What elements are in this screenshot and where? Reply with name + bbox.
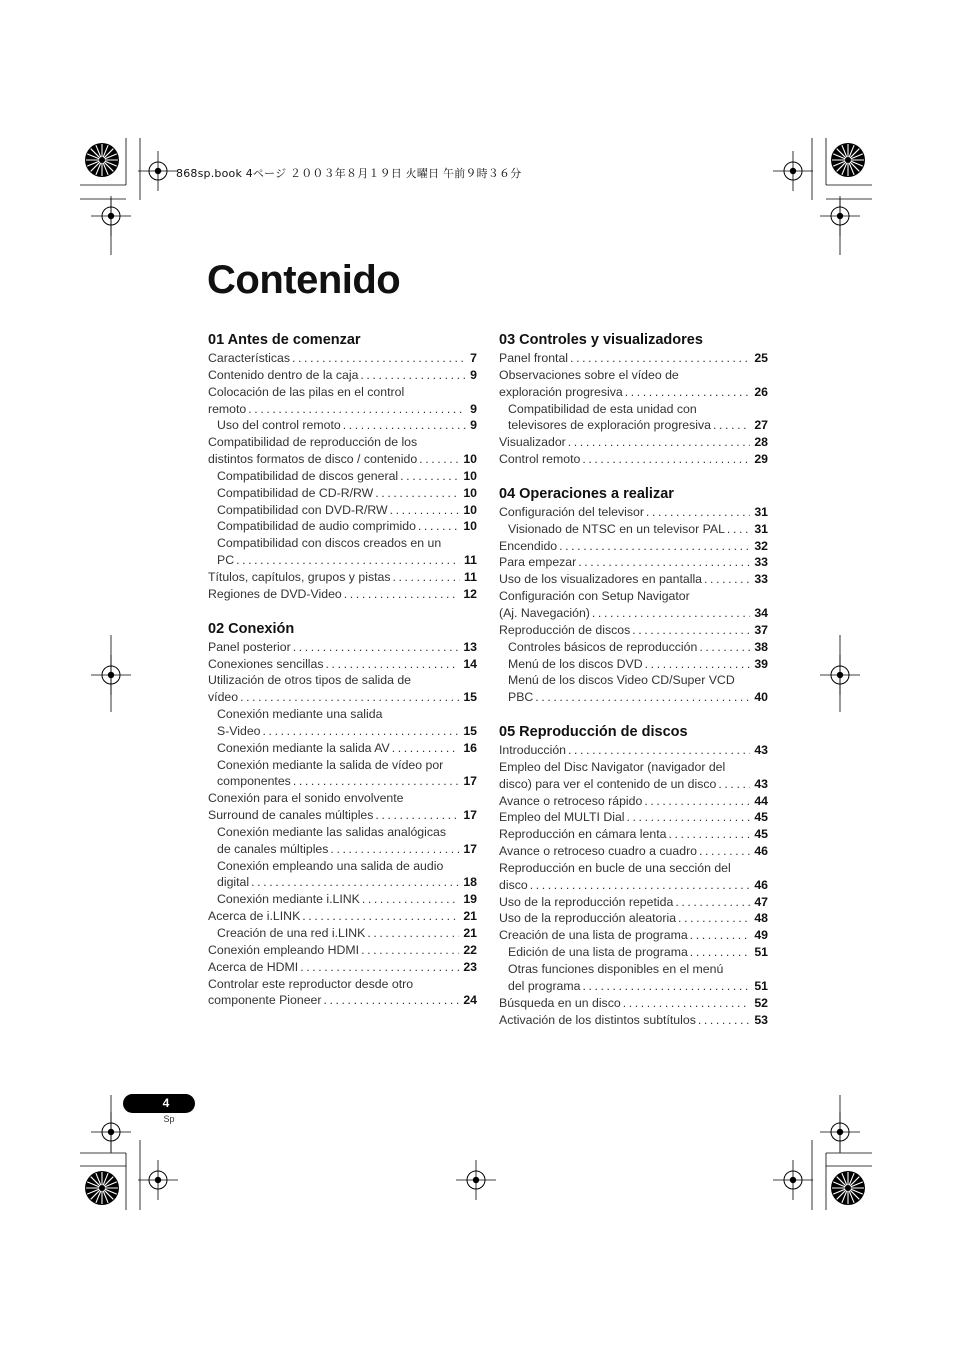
toc-entry-text: Empleo del MULTI Dial [499, 810, 625, 825]
toc-page-number: 39 [754, 656, 768, 671]
toc-entry-text: Conexión empleando una salida de audio [217, 858, 444, 873]
toc-page-number: 7 [470, 351, 477, 365]
dot-leader [263, 723, 460, 740]
toc-page-number: 51 [754, 945, 768, 960]
dot-leader [323, 992, 459, 1009]
toc-entry[interactable] [208, 417, 477, 434]
toc-section [208, 620, 477, 1010]
toc-entry-text: televisores de exploración progresiva [508, 418, 712, 433]
toc-entry-text: componentes [217, 774, 291, 789]
toc-entry-text: Surround de canales múltiples [208, 808, 374, 823]
toc-entry[interactable] [208, 518, 477, 535]
toc-page-number: 15 [463, 690, 477, 705]
toc-entry-text: Uso de la reproducción aleatoria [499, 911, 677, 926]
dot-leader [344, 586, 460, 603]
section-gap [499, 706, 768, 723]
toc-entry-text: Compatibilidad de CD-R/RW [217, 485, 374, 500]
dot-leader [375, 485, 459, 502]
dot-leader [625, 384, 751, 401]
dot-leader [704, 571, 750, 588]
toc-page-number: 10 [463, 519, 477, 534]
toc-entry-text: Compatibilidad con DVD-R/RW [217, 502, 388, 517]
dot-leader [302, 908, 459, 925]
toc-page-number: 9 [470, 367, 477, 382]
toc-entry[interactable] [208, 485, 477, 502]
toc-entry-text: Panel posterior [208, 639, 291, 654]
toc-entry[interactable] [499, 521, 768, 538]
dot-leader [360, 367, 466, 384]
toc-entry[interactable] [499, 451, 768, 468]
toc-column-left [208, 331, 477, 1009]
dot-leader [699, 843, 750, 860]
toc-page-number: 11 [464, 569, 477, 584]
toc-entry[interactable] [208, 858, 477, 892]
toc-entry-text: Compatibilidad con discos creados en un [217, 536, 442, 551]
toc-entry[interactable] [208, 639, 477, 656]
toc-entry[interactable] [208, 942, 477, 959]
dot-leader [251, 874, 459, 891]
section-title: 01 Antes de comenzar [208, 332, 361, 348]
toc-page-number: 49 [754, 928, 768, 943]
toc-entry[interactable] [499, 350, 768, 367]
toc-entry-text: Títulos, capítulos, grupos y pistas [208, 569, 391, 584]
toc-entry-text: remoto [208, 401, 247, 416]
toc-entry-text: del programa [508, 978, 581, 993]
toc-page-number: 9 [470, 418, 477, 433]
toc-page-number: 26 [754, 384, 768, 399]
section-title: 02 Conexión [208, 620, 295, 637]
dot-leader [592, 605, 750, 622]
dot-leader [678, 910, 750, 927]
toc-entry[interactable] [499, 826, 768, 843]
toc-entry-text: Conexión mediante la salida AV [217, 740, 390, 755]
dot-leader [645, 656, 751, 673]
toc-page-number: 19 [463, 892, 477, 907]
toc-page-number: 33 [754, 555, 768, 570]
toc-entry[interactable] [208, 757, 477, 791]
toc-entry[interactable] [499, 554, 768, 571]
toc-page-number: 15 [463, 723, 477, 738]
toc-page-number: 17 [463, 808, 477, 823]
section-gap [208, 603, 477, 620]
toc-entry[interactable] [499, 672, 768, 706]
toc-entry[interactable] [208, 740, 477, 757]
toc-entry-text: Creación de una lista de programa [499, 928, 688, 943]
toc-entry[interactable] [499, 910, 768, 927]
toc-entry[interactable] [499, 401, 768, 435]
toc-entry[interactable] [208, 891, 477, 908]
toc-page-number: 47 [754, 894, 768, 909]
toc-page-number: 43 [754, 776, 768, 791]
toc-entry[interactable] [208, 824, 477, 858]
print-header: 868sp.book 4ページ ２００３年８月１９日 火曜日 午前９時３６分 [176, 167, 522, 180]
section-gap [499, 468, 768, 485]
toc-entry-text: Colocación de las pilas en el control [208, 384, 405, 399]
toc-entry[interactable] [499, 571, 768, 588]
toc-page-number: 51 [754, 978, 768, 993]
toc-entry-text: Avance o retroceso rápido [499, 793, 643, 808]
toc-entry[interactable] [499, 656, 768, 673]
toc-entry[interactable] [208, 468, 477, 485]
dot-leader [623, 995, 751, 1012]
toc-entry[interactable] [208, 350, 477, 367]
toc-page-number: 25 [754, 351, 768, 365]
dot-leader [727, 521, 750, 538]
toc-entry[interactable] [499, 434, 768, 451]
dot-leader [248, 401, 466, 418]
toc-page-number: 43 [754, 743, 768, 758]
toc-entry-text: Reproducción en cámara lenta [499, 827, 667, 842]
toc-entry[interactable] [499, 894, 768, 911]
toc-page-number: 31 [754, 504, 768, 519]
toc-entry-text: Visualizador [499, 435, 566, 450]
toc-page-number: 48 [754, 911, 768, 926]
toc-page-number: 18 [463, 875, 477, 890]
toc-page-number: 52 [754, 995, 768, 1010]
toc-entry[interactable] [499, 588, 768, 622]
toc-entry-text: Compatibilidad de discos general [217, 468, 399, 483]
dot-leader [236, 552, 460, 569]
toc-page-number: 14 [463, 656, 477, 671]
toc-page-number: 10 [463, 502, 477, 517]
toc-page-number: 46 [754, 844, 768, 859]
dot-leader [627, 809, 751, 826]
toc-entry-text: Edición de una lista de programa [508, 945, 688, 960]
dot-leader [568, 742, 750, 759]
toc-entry-text: Utilización de otros tipos de salida de [208, 673, 412, 688]
dot-leader [699, 639, 750, 656]
page-title: Contenido [207, 258, 401, 302]
section-title: 05 Reproducción de discos [499, 724, 688, 741]
dot-leader [570, 350, 750, 367]
toc-section [499, 723, 768, 1028]
dot-leader [668, 826, 750, 843]
toc-entry-text: vídeo [208, 690, 239, 705]
toc-entry-text: Reproducción en bucle de una sección del [499, 860, 731, 875]
toc-section [499, 485, 768, 706]
section-title: 04 Operaciones a realizar [499, 485, 674, 502]
toc-page-number: 38 [754, 639, 768, 654]
toc-entry[interactable] [208, 434, 477, 468]
toc-section [208, 331, 477, 603]
toc-entry[interactable] [208, 959, 477, 976]
toc-entry[interactable] [208, 672, 477, 706]
dot-leader [644, 793, 750, 810]
toc-entry[interactable] [499, 961, 768, 995]
toc-page-number: 21 [463, 909, 477, 924]
dot-leader [293, 639, 460, 656]
toc-entry-text: Configuración con Setup Navigator [499, 589, 690, 604]
dot-leader [568, 434, 751, 451]
toc-entry-text: Encendido [499, 538, 558, 553]
toc-entry-text: Menú de los discos DVD [508, 656, 643, 671]
toc-entry[interactable] [208, 502, 477, 519]
toc-entry-text: Contenido dentro de la caja [208, 367, 359, 382]
toc-entry-text: Uso de los visualizadores en pantalla [499, 572, 703, 587]
toc-entry-text: Compatibilidad de audio comprimido [217, 519, 416, 534]
dot-leader [330, 841, 459, 858]
dot-leader [361, 942, 459, 959]
toc-entry[interactable] [208, 976, 477, 1010]
toc-entry-text: Compatibilidad de esta unidad con [508, 401, 697, 416]
toc-page-number: 28 [754, 435, 768, 450]
toc-page-number: 9 [470, 401, 477, 416]
dot-leader [393, 569, 461, 586]
toc-page-number: 31 [754, 521, 768, 536]
dot-leader [530, 877, 751, 894]
toc-entry[interactable] [499, 995, 768, 1012]
toc-entry-text: Control remoto [499, 452, 581, 467]
toc-entry-text: Empleo del Disc Navigator (navigador del [499, 759, 726, 774]
toc-entry-text: Controlar este reproductor desde otro [208, 976, 414, 991]
toc-entry-text: Controles básicos de reproducción [508, 639, 698, 654]
toc-entry-text: de canales múltiples [217, 841, 329, 856]
toc-entry[interactable] [208, 569, 477, 586]
toc-page-number: 27 [754, 418, 768, 433]
toc-entry-text: Menú de los discos Video CD/Super VCD [508, 673, 735, 688]
dot-leader [343, 417, 466, 434]
dot-leader [578, 554, 750, 571]
toc-page-number: 13 [463, 639, 477, 654]
toc-entry-text: Creación de una red i.LINK [217, 926, 366, 940]
toc-entry-text: Otras funciones disponibles en el menú [508, 962, 724, 976]
toc-entry-text: Características [208, 351, 291, 365]
toc-entry[interactable] [499, 759, 768, 793]
toc-entry[interactable] [499, 742, 768, 759]
toc-entry-text: Conexión para el sonido envolvente [208, 791, 404, 806]
toc-page-number: 46 [754, 877, 768, 892]
toc-entry[interactable] [499, 927, 768, 944]
dot-leader [690, 927, 751, 944]
toc-entry[interactable] [208, 706, 477, 740]
toc-page-number: 21 [463, 926, 477, 940]
dot-leader [535, 689, 750, 706]
toc-page-number: 34 [754, 605, 768, 620]
dot-leader [292, 350, 466, 367]
toc-entry[interactable] [208, 925, 477, 942]
toc-page-number: 23 [463, 959, 477, 974]
toc-entry-text: S-Video [217, 723, 261, 738]
toc-entry[interactable] [499, 809, 768, 826]
toc-entry[interactable] [208, 790, 477, 824]
toc-page-number: 17 [463, 774, 477, 789]
section-title: 03 Controles y visualizadores [499, 332, 703, 348]
toc-page-number: 12 [463, 586, 477, 601]
toc-entry-text: Introducción [499, 743, 566, 758]
toc-page-number: 45 [754, 810, 768, 825]
dot-leader [400, 468, 459, 485]
toc-section [499, 331, 768, 468]
toc-entry-text: digital [217, 875, 250, 890]
language-code: Sp [163, 1114, 175, 1124]
toc-page-number: 32 [754, 538, 768, 553]
toc-entry-text: Panel frontal [499, 351, 569, 365]
toc-page-number: 10 [463, 468, 477, 483]
toc-entry[interactable] [499, 1012, 768, 1029]
dot-leader [300, 959, 459, 976]
toc-entry-text: Conexión mediante una salida [217, 707, 383, 722]
toc-column-right [499, 331, 768, 1028]
toc-entry-text: Activación de los distintos subtítulos [499, 1012, 696, 1027]
toc-entry-text: PBC [508, 690, 534, 705]
toc-entry-text: distintos formatos de disco / contenido [208, 452, 418, 467]
dot-leader [375, 807, 459, 824]
dot-leader [582, 451, 750, 468]
toc-page-number: 40 [754, 690, 768, 705]
toc-page-number: 45 [754, 827, 768, 842]
toc-page-number: 22 [463, 942, 477, 957]
toc-entry-text: Uso del control remoto [217, 418, 341, 433]
toc-entry[interactable] [208, 535, 477, 569]
toc-page-number: 10 [463, 452, 477, 467]
toc-entry[interactable] [499, 843, 768, 860]
toc-page-number: 29 [754, 452, 768, 467]
dot-leader [293, 773, 459, 790]
dot-leader [646, 504, 750, 521]
dot-leader [582, 978, 750, 995]
toc-page-number: 44 [754, 793, 768, 808]
dot-leader [698, 1012, 750, 1029]
toc-page-number: 17 [463, 841, 477, 856]
dot-leader [390, 502, 460, 519]
dot-leader [362, 891, 459, 908]
toc-entry-text: Avance o retroceso cuadro a cuadro [499, 844, 698, 859]
dot-leader [718, 776, 750, 793]
toc-entry[interactable] [499, 622, 768, 639]
toc-entry-text: exploración progresiva [499, 384, 623, 399]
toc-entry-text: Conexión mediante las salidas analógicas [217, 824, 446, 839]
toc-entry-text: Conexiones sencillas [208, 656, 324, 671]
toc-entry-text: Conexión mediante la salida de vídeo por [217, 757, 444, 772]
toc-entry[interactable] [499, 793, 768, 810]
dot-leader [713, 417, 750, 434]
toc-entry[interactable] [208, 908, 477, 925]
toc-entry[interactable] [499, 538, 768, 555]
toc-entry[interactable] [208, 586, 477, 603]
toc-entry-text: Regiones de DVD-Video [208, 586, 342, 601]
toc-entry[interactable] [499, 944, 768, 961]
toc-entry[interactable] [499, 639, 768, 656]
toc-entry-text: disco) para ver el contenido de un disco [499, 776, 717, 791]
toc-entry-text: Conexión mediante i.LINK [217, 892, 360, 907]
dot-leader [675, 894, 750, 911]
toc-entry-text: Observaciones sobre el vídeo de [499, 367, 679, 382]
toc-entry-text: PC [217, 553, 235, 568]
dot-leader [392, 740, 460, 757]
toc-entry-text: componente Pioneer [208, 993, 322, 1008]
toc-entry-text: Reproducción de discos [499, 622, 631, 637]
dot-leader [690, 944, 751, 961]
toc-entry-text: Compatibilidad de reproducción de los [208, 435, 418, 450]
dot-leader [367, 925, 459, 942]
dot-leader [559, 538, 750, 555]
dot-leader [326, 656, 460, 673]
toc-entry[interactable] [208, 384, 477, 418]
toc-entry-text: Conexión empleando HDMI [208, 942, 360, 957]
toc-entry-text: Búsqueda en un disco [499, 995, 621, 1010]
toc-entry-text: Acerca de HDMI [208, 959, 299, 974]
dot-leader [418, 518, 459, 535]
toc-entry-text: Visionado de NTSC en un televisor PAL [508, 521, 725, 536]
toc-entry[interactable] [499, 504, 768, 521]
toc-entry-text: Uso de la reproducción repetida [499, 894, 674, 909]
toc-page-number: 53 [754, 1012, 768, 1027]
toc-page-number: 37 [754, 622, 768, 637]
toc-page-number: 16 [463, 740, 477, 755]
toc-entry-text: Para empezar [499, 555, 577, 570]
dot-leader [632, 622, 750, 639]
toc-entry[interactable] [499, 860, 768, 894]
toc-entry[interactable] [208, 656, 477, 673]
toc-entry-text: disco [499, 877, 528, 892]
toc-entry[interactable] [499, 367, 768, 401]
toc-page-number: 33 [754, 572, 768, 587]
toc-entry-text: (Aj. Navegación) [499, 605, 590, 620]
toc-page-number: 10 [463, 485, 477, 500]
toc-entry-text: Configuración del televisor [499, 504, 644, 519]
toc-page-number: 24 [463, 993, 477, 1008]
dot-leader [419, 451, 459, 468]
dot-leader [240, 689, 459, 706]
toc-page-number: 11 [464, 553, 477, 568]
page-number-badge: 4 [123, 1094, 195, 1113]
toc-entry-text: Acerca de i.LINK [208, 909, 301, 924]
toc-entry[interactable] [208, 367, 477, 384]
